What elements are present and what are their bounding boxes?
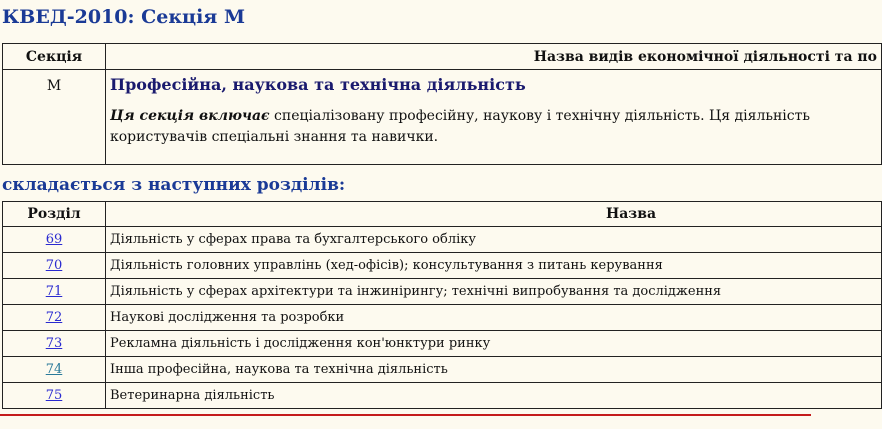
division-row-69 [3,227,882,253]
division-row-70 [3,253,882,279]
page-title: КВЕД-2010: Секція M [2,6,245,28]
division-name: Ветеринарна діяльність [106,383,882,409]
division-code-cell [3,331,106,357]
division-link-69[interactable]: 69 [45,232,63,247]
division-name: Діяльність головних управлінь (хед-офісів); консультування з питань керування [106,253,882,279]
division-code-cell [3,357,106,383]
division-name: Діяльність у сферах архітектури та інжинірингу; технічні випробування та дослідження [106,279,882,305]
division-link-71[interactable]: 71 [45,284,63,299]
bottom-divider [0,414,811,416]
division-code-header: Розділ [3,202,106,227]
division-name: Інша професійна, наукова та технічна діяльність [106,357,882,383]
division-row-75 [3,383,882,409]
division-link-72[interactable]: 72 [45,310,63,325]
section-table [2,43,882,165]
divisions-header-row [3,202,882,227]
division-link-70[interactable]: 70 [45,258,63,273]
division-code-cell [3,383,106,409]
division-link-73[interactable]: 73 [45,336,63,351]
section-table-header-row [3,44,882,70]
divisions-table [2,201,882,409]
section-description-text: спеціалізовану професійну, наукову і технічну діяльність. Ця діяльність [269,108,810,124]
division-row-72 [3,305,882,331]
section-description-line-1 [110,106,881,127]
section-name-header: Назва видів економічної діяльності та по [106,44,882,70]
section-description-lead: Ця секція включає [110,108,270,124]
section-description-cell [106,70,882,165]
section-code-header: Секція [3,44,106,70]
division-link-75[interactable]: 75 [45,388,63,403]
division-link-74[interactable]: 74 [45,362,63,377]
division-code-cell [3,253,106,279]
section-row [3,70,882,165]
division-row-73 [3,331,882,357]
division-row-74 [3,357,882,383]
section-description [110,106,881,148]
division-name: Наукові дослідження та розробки [106,305,882,331]
section-description-line-2: користувачів спеціальні знання та навички. [110,129,439,145]
division-name-header: Назва [106,202,882,227]
divisions-subtitle: складається з наступних розділів: [2,175,346,195]
section-heading: Професійна, наукова та технічна діяльність [110,75,526,94]
section-code: M [3,70,106,165]
division-code-cell [3,279,106,305]
division-code-cell [3,305,106,331]
division-row-71 [3,279,882,305]
division-name: Рекламна діяльність і дослідження кон'юнктури ринку [106,331,882,357]
division-name: Діяльність у сферах права та бухгалтерського обліку [106,227,882,253]
division-code-cell [3,227,106,253]
